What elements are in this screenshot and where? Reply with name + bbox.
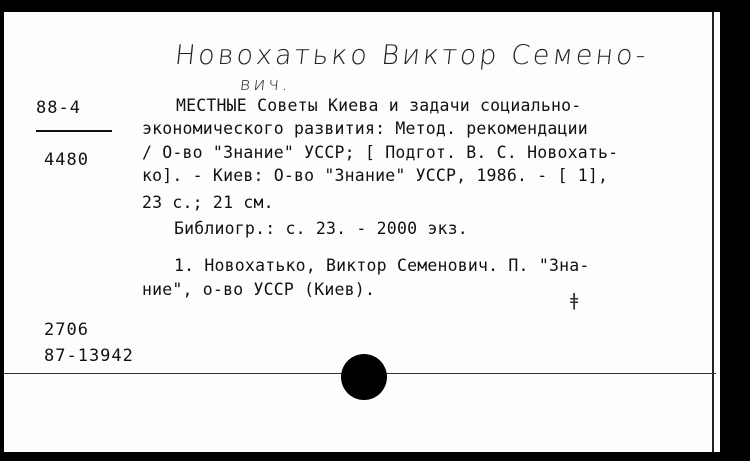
accession-number-2: 87-13942: [44, 346, 134, 366]
entry-line: ние", о-во УССР (Киев).: [142, 280, 376, 299]
card-edge-bottom: [0, 452, 750, 461]
entry-line: МЕСТНЫЕ Советы Киева и задачи социально-: [176, 96, 582, 115]
entry-line: ко]. - Киев: О-во "Знание" УССР, 1986. - [ 1],: [142, 166, 609, 185]
pencil-mark: ǂ: [570, 290, 579, 311]
entry-line: экономического развития: Метод. рекомендации: [142, 119, 588, 138]
card-edge-right: [716, 0, 750, 461]
card-edge-top: [0, 0, 750, 12]
call-number-top: 88-4: [36, 98, 81, 118]
entry-line: 23 с.; 21 см.: [142, 193, 274, 212]
entry-line: Библиогр.: с. 23. - 2000 экз.: [174, 219, 468, 238]
entry-line: 1. Новохатько, Виктор Семенович. П. "Зна-: [174, 256, 590, 275]
call-number-divider: [36, 130, 112, 132]
call-number-bottom: 4480: [44, 150, 89, 170]
accession-number-1: 2706: [44, 320, 89, 340]
entry-line: / О-во "Знание" УССР; [ Подгот. В. С. Новохать-: [142, 143, 619, 162]
card-edge-right-inner: [712, 12, 720, 452]
rod-hole: [341, 354, 387, 400]
handwritten-author-line-1: Новохатько Виктор Семено-: [173, 40, 651, 71]
handwritten-author-line-2: вич.: [238, 74, 292, 95]
card-edge-left: [0, 0, 4, 461]
